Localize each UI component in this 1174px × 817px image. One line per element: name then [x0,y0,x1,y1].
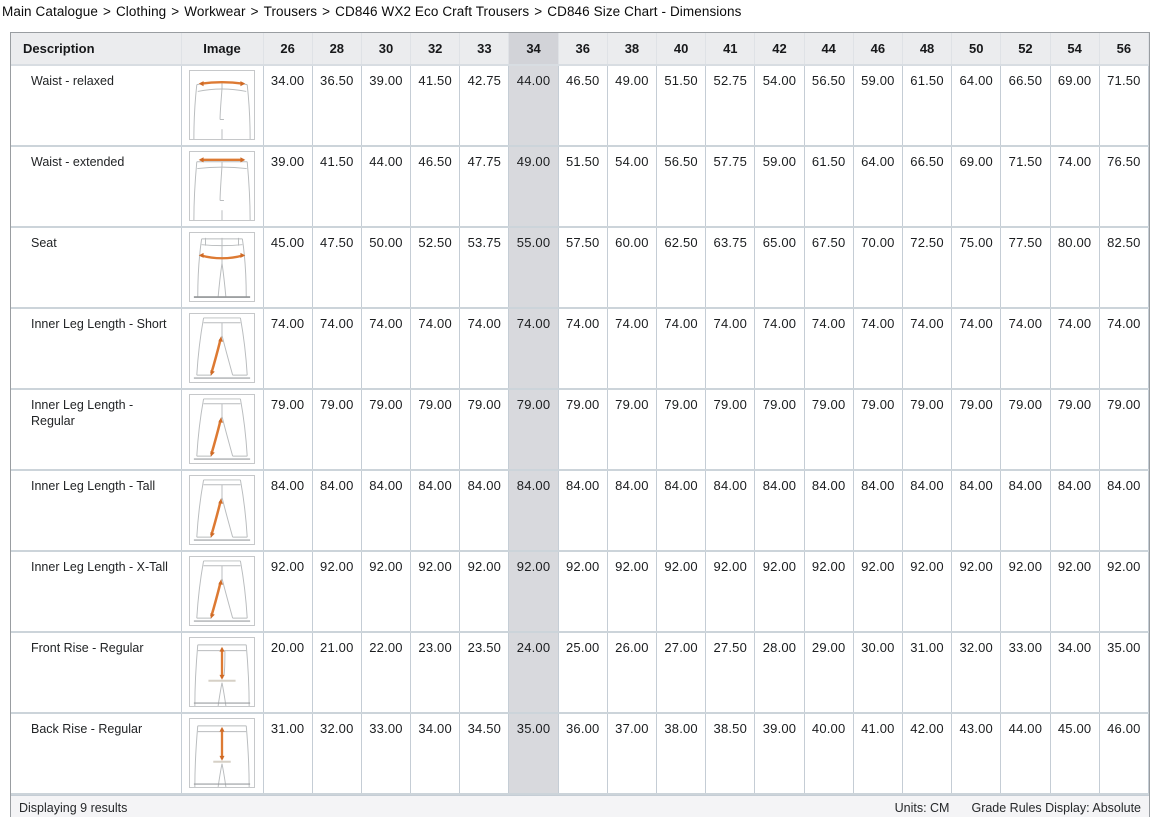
value-cell: 49.00 [607,65,656,146]
value-cell: 72.50 [902,227,951,308]
value-cell: 79.00 [411,389,460,470]
size-column-header-33: 33 [460,33,509,65]
table-row [11,713,1149,794]
value-cell: 43.00 [952,713,1001,794]
value-cell: 36.00 [558,713,607,794]
value-cell: 84.00 [509,470,558,551]
size-column-header-32: 32 [411,33,460,65]
value-cell: 79.00 [509,389,558,470]
description-cell: Waist - extended [11,146,181,227]
value-cell: 51.50 [558,146,607,227]
value-cell: 42.00 [902,713,951,794]
inner-leg-icon [189,556,255,626]
value-cell: 74.00 [361,308,410,389]
value-cell: 39.00 [263,146,312,227]
value-cell: 79.00 [263,389,312,470]
value-cell: 70.00 [853,227,902,308]
value-cell: 49.00 [509,146,558,227]
value-cell: 74.00 [1099,308,1148,389]
value-cell: 79.00 [1001,389,1050,470]
breadcrumb-segment[interactable]: Main Catalogue [2,4,98,19]
value-cell: 79.00 [657,389,706,470]
value-cell: 92.00 [361,551,410,632]
value-cell: 92.00 [312,551,361,632]
value-cell: 82.50 [1099,227,1148,308]
value-cell: 74.00 [804,308,853,389]
value-cell: 92.00 [657,551,706,632]
size-column-header-38: 38 [607,33,656,65]
value-cell: 53.75 [460,227,509,308]
value-cell: 46.00 [1099,713,1148,794]
value-cell: 57.75 [706,146,755,227]
size-column-header-41: 41 [706,33,755,65]
table-row [11,65,1149,146]
value-cell: 84.00 [607,470,656,551]
description-cell: Back Rise - Regular [11,713,181,794]
value-cell: 84.00 [312,470,361,551]
value-cell: 61.50 [804,146,853,227]
value-cell: 69.00 [1050,65,1099,146]
value-cell: 84.00 [804,470,853,551]
value-cell: 79.00 [607,389,656,470]
breadcrumb-separator: > [534,4,543,19]
breadcrumb-segment[interactable]: CD846 WX2 Eco Craft Trousers [335,4,530,19]
value-cell: 52.75 [706,65,755,146]
image-cell [181,632,263,713]
table-row [11,389,1149,470]
value-cell: 71.50 [1001,146,1050,227]
value-cell: 76.50 [1099,146,1148,227]
value-cell: 38.00 [657,713,706,794]
value-cell: 34.00 [263,65,312,146]
value-cell: 92.00 [411,551,460,632]
value-cell: 92.00 [558,551,607,632]
breadcrumb-separator: > [102,4,111,19]
inner-leg-icon [189,313,255,383]
value-cell: 41.50 [411,65,460,146]
value-cell: 84.00 [1099,470,1148,551]
value-cell: 38.50 [706,713,755,794]
value-cell: 34.50 [460,713,509,794]
value-cell: 59.00 [853,65,902,146]
value-cell: 33.00 [361,713,410,794]
description-cell: Seat [11,227,181,308]
value-cell: 77.50 [1001,227,1050,308]
value-cell: 44.00 [361,146,410,227]
value-cell: 92.00 [853,551,902,632]
results-count: Displaying 9 results [19,800,128,815]
value-cell: 79.00 [853,389,902,470]
description-cell: Waist - relaxed [11,65,181,146]
value-cell: 66.50 [1001,65,1050,146]
waist-relaxed-icon [189,70,255,140]
value-cell: 92.00 [952,551,1001,632]
size-column-header-36: 36 [558,33,607,65]
value-cell: 84.00 [1050,470,1099,551]
value-cell: 65.00 [755,227,804,308]
value-cell: 84.00 [902,470,951,551]
grade-rules-label: Grade Rules Display: Absolute [971,800,1141,815]
size-column-header-52: 52 [1001,33,1050,65]
image-cell [181,470,263,551]
value-cell: 34.00 [1050,632,1099,713]
value-cell: 69.00 [952,146,1001,227]
value-cell: 45.00 [263,227,312,308]
value-cell: 84.00 [657,470,706,551]
value-cell: 79.00 [902,389,951,470]
value-cell: 25.00 [558,632,607,713]
value-cell: 51.50 [657,65,706,146]
value-cell: 74.00 [411,308,460,389]
size-column-header-50: 50 [952,33,1001,65]
size-column-header-56: 56 [1099,33,1148,65]
value-cell: 20.00 [263,632,312,713]
size-column-header-28: 28 [312,33,361,65]
value-cell: 92.00 [1001,551,1050,632]
waist-extended-icon [189,151,255,221]
size-column-header-54: 54 [1050,33,1099,65]
inner-leg-icon [189,394,255,464]
value-cell: 79.00 [558,389,607,470]
image-cell [181,713,263,794]
value-cell: 42.75 [460,65,509,146]
value-cell: 92.00 [902,551,951,632]
table-row [11,146,1149,227]
breadcrumb-separator: > [171,4,180,19]
value-cell: 74.00 [460,308,509,389]
value-cell: 84.00 [952,470,1001,551]
value-cell: 41.50 [312,146,361,227]
value-cell: 41.00 [853,713,902,794]
value-cell: 92.00 [706,551,755,632]
value-cell: 92.00 [460,551,509,632]
value-cell: 40.00 [804,713,853,794]
image-cell [181,146,263,227]
value-cell: 84.00 [558,470,607,551]
breadcrumb-separator: > [250,4,259,19]
value-cell: 74.00 [952,308,1001,389]
breadcrumb-segment[interactable]: Trousers [263,4,318,19]
value-cell: 36.50 [312,65,361,146]
value-cell: 31.00 [263,713,312,794]
value-cell: 74.00 [1050,146,1099,227]
size-column-header-34: 34 [509,33,558,65]
value-cell: 84.00 [361,470,410,551]
column-header-description: Description [11,33,181,65]
value-cell: 57.50 [558,227,607,308]
image-cell [181,551,263,632]
value-cell: 75.00 [952,227,1001,308]
value-cell: 79.00 [804,389,853,470]
value-cell: 79.00 [312,389,361,470]
value-cell: 74.00 [558,308,607,389]
image-cell [181,308,263,389]
table-header-row [11,33,1149,65]
column-header-image: Image [181,33,263,65]
value-cell: 79.00 [1099,389,1148,470]
value-cell: 92.00 [263,551,312,632]
value-cell: 92.00 [509,551,558,632]
value-cell: 26.00 [607,632,656,713]
value-cell: 92.00 [1099,551,1148,632]
table-row [11,227,1149,308]
value-cell: 21.00 [312,632,361,713]
breadcrumb [0,0,1174,19]
value-cell: 74.00 [1001,308,1050,389]
size-column-header-48: 48 [902,33,951,65]
value-cell: 74.00 [755,308,804,389]
image-cell [181,65,263,146]
value-cell: 74.00 [853,308,902,389]
value-cell: 84.00 [460,470,509,551]
value-cell: 79.00 [1050,389,1099,470]
value-cell: 55.00 [509,227,558,308]
breadcrumb-segment[interactable]: Workwear [184,4,246,19]
value-cell: 52.50 [411,227,460,308]
value-cell: 66.50 [902,146,951,227]
value-cell: 67.50 [804,227,853,308]
value-cell: 33.00 [1001,632,1050,713]
description-cell: Inner Leg Length - Short [11,308,181,389]
value-cell: 47.75 [460,146,509,227]
value-cell: 29.00 [804,632,853,713]
value-cell: 63.75 [706,227,755,308]
value-cell: 35.00 [1099,632,1148,713]
value-cell: 74.00 [902,308,951,389]
back-rise-icon [189,718,255,788]
breadcrumb-segment: CD846 Size Chart - Dimensions [547,4,742,19]
table-row [11,551,1149,632]
size-column-header-26: 26 [263,33,312,65]
value-cell: 50.00 [361,227,410,308]
value-cell: 79.00 [755,389,804,470]
value-cell: 27.50 [706,632,755,713]
value-cell: 54.00 [607,146,656,227]
value-cell: 44.00 [509,65,558,146]
size-column-header-30: 30 [361,33,410,65]
value-cell: 74.00 [263,308,312,389]
value-cell: 84.00 [411,470,460,551]
value-cell: 23.50 [460,632,509,713]
value-cell: 35.00 [509,713,558,794]
value-cell: 32.00 [952,632,1001,713]
value-cell: 74.00 [706,308,755,389]
value-cell: 74.00 [607,308,656,389]
value-cell: 61.50 [902,65,951,146]
value-cell: 80.00 [1050,227,1099,308]
units-label: Units: CM [894,800,950,815]
value-cell: 79.00 [361,389,410,470]
size-column-header-44: 44 [804,33,853,65]
value-cell: 39.00 [361,65,410,146]
inner-leg-icon [189,475,255,545]
value-cell: 24.00 [509,632,558,713]
value-cell: 74.00 [1050,308,1099,389]
value-cell: 79.00 [706,389,755,470]
value-cell: 74.00 [312,308,361,389]
breadcrumb-separator: > [322,4,331,19]
description-cell: Front Rise - Regular [11,632,181,713]
size-chart-panel [10,32,1150,817]
value-cell: 79.00 [952,389,1001,470]
image-cell [181,389,263,470]
front-rise-icon [189,637,255,707]
value-cell: 47.50 [312,227,361,308]
value-cell: 30.00 [853,632,902,713]
value-cell: 45.00 [1050,713,1099,794]
seat-icon [189,232,255,302]
table-footer [11,795,1149,817]
value-cell: 92.00 [755,551,804,632]
value-cell: 27.00 [657,632,706,713]
value-cell: 39.00 [755,713,804,794]
value-cell: 79.00 [460,389,509,470]
value-cell: 46.50 [411,146,460,227]
description-cell: Inner Leg Length - X-Tall [11,551,181,632]
value-cell: 84.00 [755,470,804,551]
value-cell: 92.00 [1050,551,1099,632]
value-cell: 46.50 [558,65,607,146]
table-row [11,632,1149,713]
size-column-header-46: 46 [853,33,902,65]
value-cell: 59.00 [755,146,804,227]
value-cell: 34.00 [411,713,460,794]
value-cell: 74.00 [657,308,706,389]
value-cell: 37.00 [607,713,656,794]
description-cell: Inner Leg Length - Tall [11,470,181,551]
value-cell: 56.50 [657,146,706,227]
value-cell: 92.00 [804,551,853,632]
value-cell: 60.00 [607,227,656,308]
value-cell: 84.00 [853,470,902,551]
value-cell: 56.50 [804,65,853,146]
value-cell: 22.00 [361,632,410,713]
value-cell: 71.50 [1099,65,1148,146]
table-row [11,308,1149,389]
value-cell: 23.00 [411,632,460,713]
value-cell: 31.00 [902,632,951,713]
value-cell: 32.00 [312,713,361,794]
value-cell: 64.00 [952,65,1001,146]
value-cell: 62.50 [657,227,706,308]
table-row [11,470,1149,551]
image-cell [181,227,263,308]
value-cell: 84.00 [706,470,755,551]
value-cell: 74.00 [509,308,558,389]
value-cell: 84.00 [263,470,312,551]
value-cell: 64.00 [853,146,902,227]
breadcrumb-segment[interactable]: Clothing [115,4,167,19]
value-cell: 92.00 [607,551,656,632]
value-cell: 28.00 [755,632,804,713]
size-column-header-40: 40 [657,33,706,65]
size-column-header-42: 42 [755,33,804,65]
value-cell: 44.00 [1001,713,1050,794]
value-cell: 54.00 [755,65,804,146]
size-chart-table [11,33,1149,795]
value-cell: 84.00 [1001,470,1050,551]
description-cell: Inner Leg Length - Regular [11,389,181,470]
